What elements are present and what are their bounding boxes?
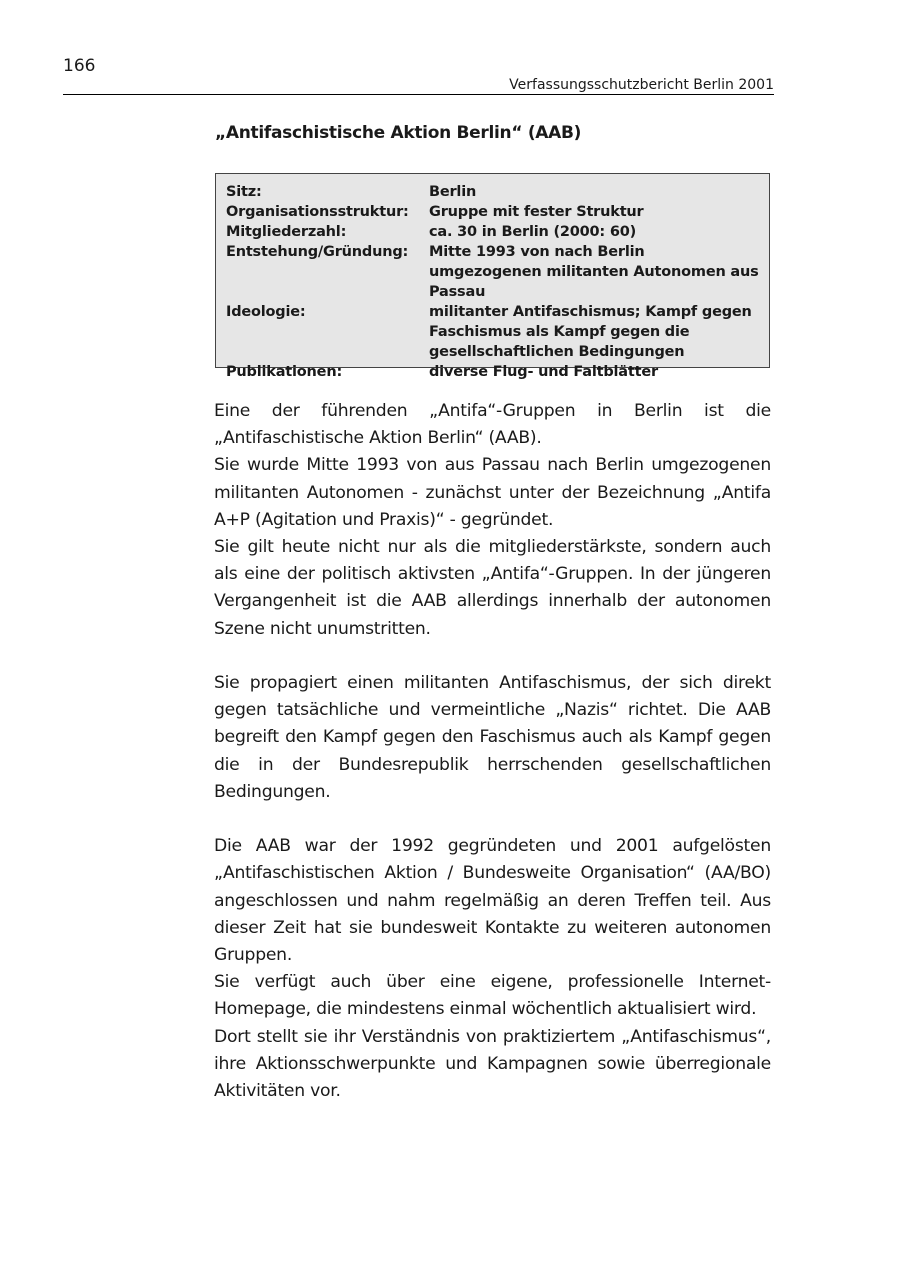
- fact-row-ideology: [226, 302, 759, 362]
- fact-value: Mitte 1993 von nach Berlin umgezogenen militanten Autonomen aus Passau: [429, 244, 759, 300]
- paragraph: Sie wurde Mitte 1993 von aus Passau nach Berlin umgezogenen militanten Autonomen - zunächst unter der Bezeichnung „Antifa A+P (Agitation und Praxis)“ - gegründet.: [214, 455, 771, 530]
- paragraph-gap: [214, 643, 771, 670]
- section-title: „Antifaschistische Aktion Berlin“ (AAB): [215, 123, 582, 143]
- fact-row-seat: [226, 182, 759, 202]
- fact-value: Berlin: [429, 184, 477, 200]
- page-number: 166: [63, 56, 96, 76]
- fact-label: Publikationen:: [226, 364, 343, 380]
- fact-label: Sitz:: [226, 184, 262, 200]
- paragraph: Eine der führenden „Antifa“-Gruppen in Berlin ist die „Antifaschistische Aktion Berlin“ (AAB).: [214, 401, 771, 449]
- fact-row-members: [226, 222, 759, 242]
- paragraph: Sie propagiert einen militanten Antifaschismus, der sich direkt gegen tatsächliche und vermeintliche „Nazis“ richtet. Die AAB begreift den Kampf gegen den Faschismus auch als Kampf gegen die in der Bundesrepublik herrschenden gesellschaftlichen Bedingungen.: [214, 673, 771, 802]
- fact-row-founding: [226, 242, 759, 302]
- fact-value: diverse Flug- und Faltblätter: [429, 364, 658, 380]
- fact-value: militanter Antifaschismus; Kampf gegen Faschismus als Kampf gegen die gesellschaftlichen Bedingungen: [429, 304, 752, 360]
- fact-label: Ideologie:: [226, 304, 306, 320]
- fact-label: Organisationsstruktur:: [226, 204, 409, 220]
- paragraph: Sie verfügt auch über eine eigene, professionelle Internet-Homepage, die mindestens einmal wöchentlich aktualisiert wird.: [214, 972, 771, 1020]
- paragraph: Die AAB war der 1992 gegründeten und 2001 aufgelösten „Antifaschistischen Aktion / Bundesweite Organisation“ (AA/BO) angeschlossen und nahm regelmäßig an deren Treffen teil. Aus dieser Zeit hat sie bundesweit Kontakte zu weiteren autonomen Gruppen.: [214, 836, 771, 966]
- paragraph: Dort stellt sie ihr Verständnis von praktiziertem „Antifaschismus“, ihre Aktionsschwerpunkte und Kampagnen sowie überregionale Aktivitäten vor.: [214, 1026, 771, 1102]
- running-header: Verfassungsschutzbericht Berlin 2001: [63, 77, 774, 95]
- fact-value: Gruppe mit fester Struktur: [429, 204, 644, 220]
- fact-label: Entstehung/Gründung:: [226, 244, 409, 260]
- paragraph: Sie gilt heute nicht nur als die mitgliederstärkste, sondern auch als eine der politisch aktivsten „Antifa“-Gruppen. In der jüngeren Vergangenheit ist die AAB allerdings innerhalb der autonomen Szene nicht unumstritten.: [214, 537, 771, 639]
- fact-box: [215, 173, 770, 380]
- fact-label: Mitgliederzahl:: [226, 224, 347, 240]
- fact-value: ca. 30 in Berlin (2000: 60): [429, 224, 637, 240]
- paragraph-gap: [214, 806, 771, 833]
- fact-row-structure: [226, 202, 759, 222]
- fact-row-publications: [226, 362, 759, 382]
- body-text: [214, 398, 771, 1105]
